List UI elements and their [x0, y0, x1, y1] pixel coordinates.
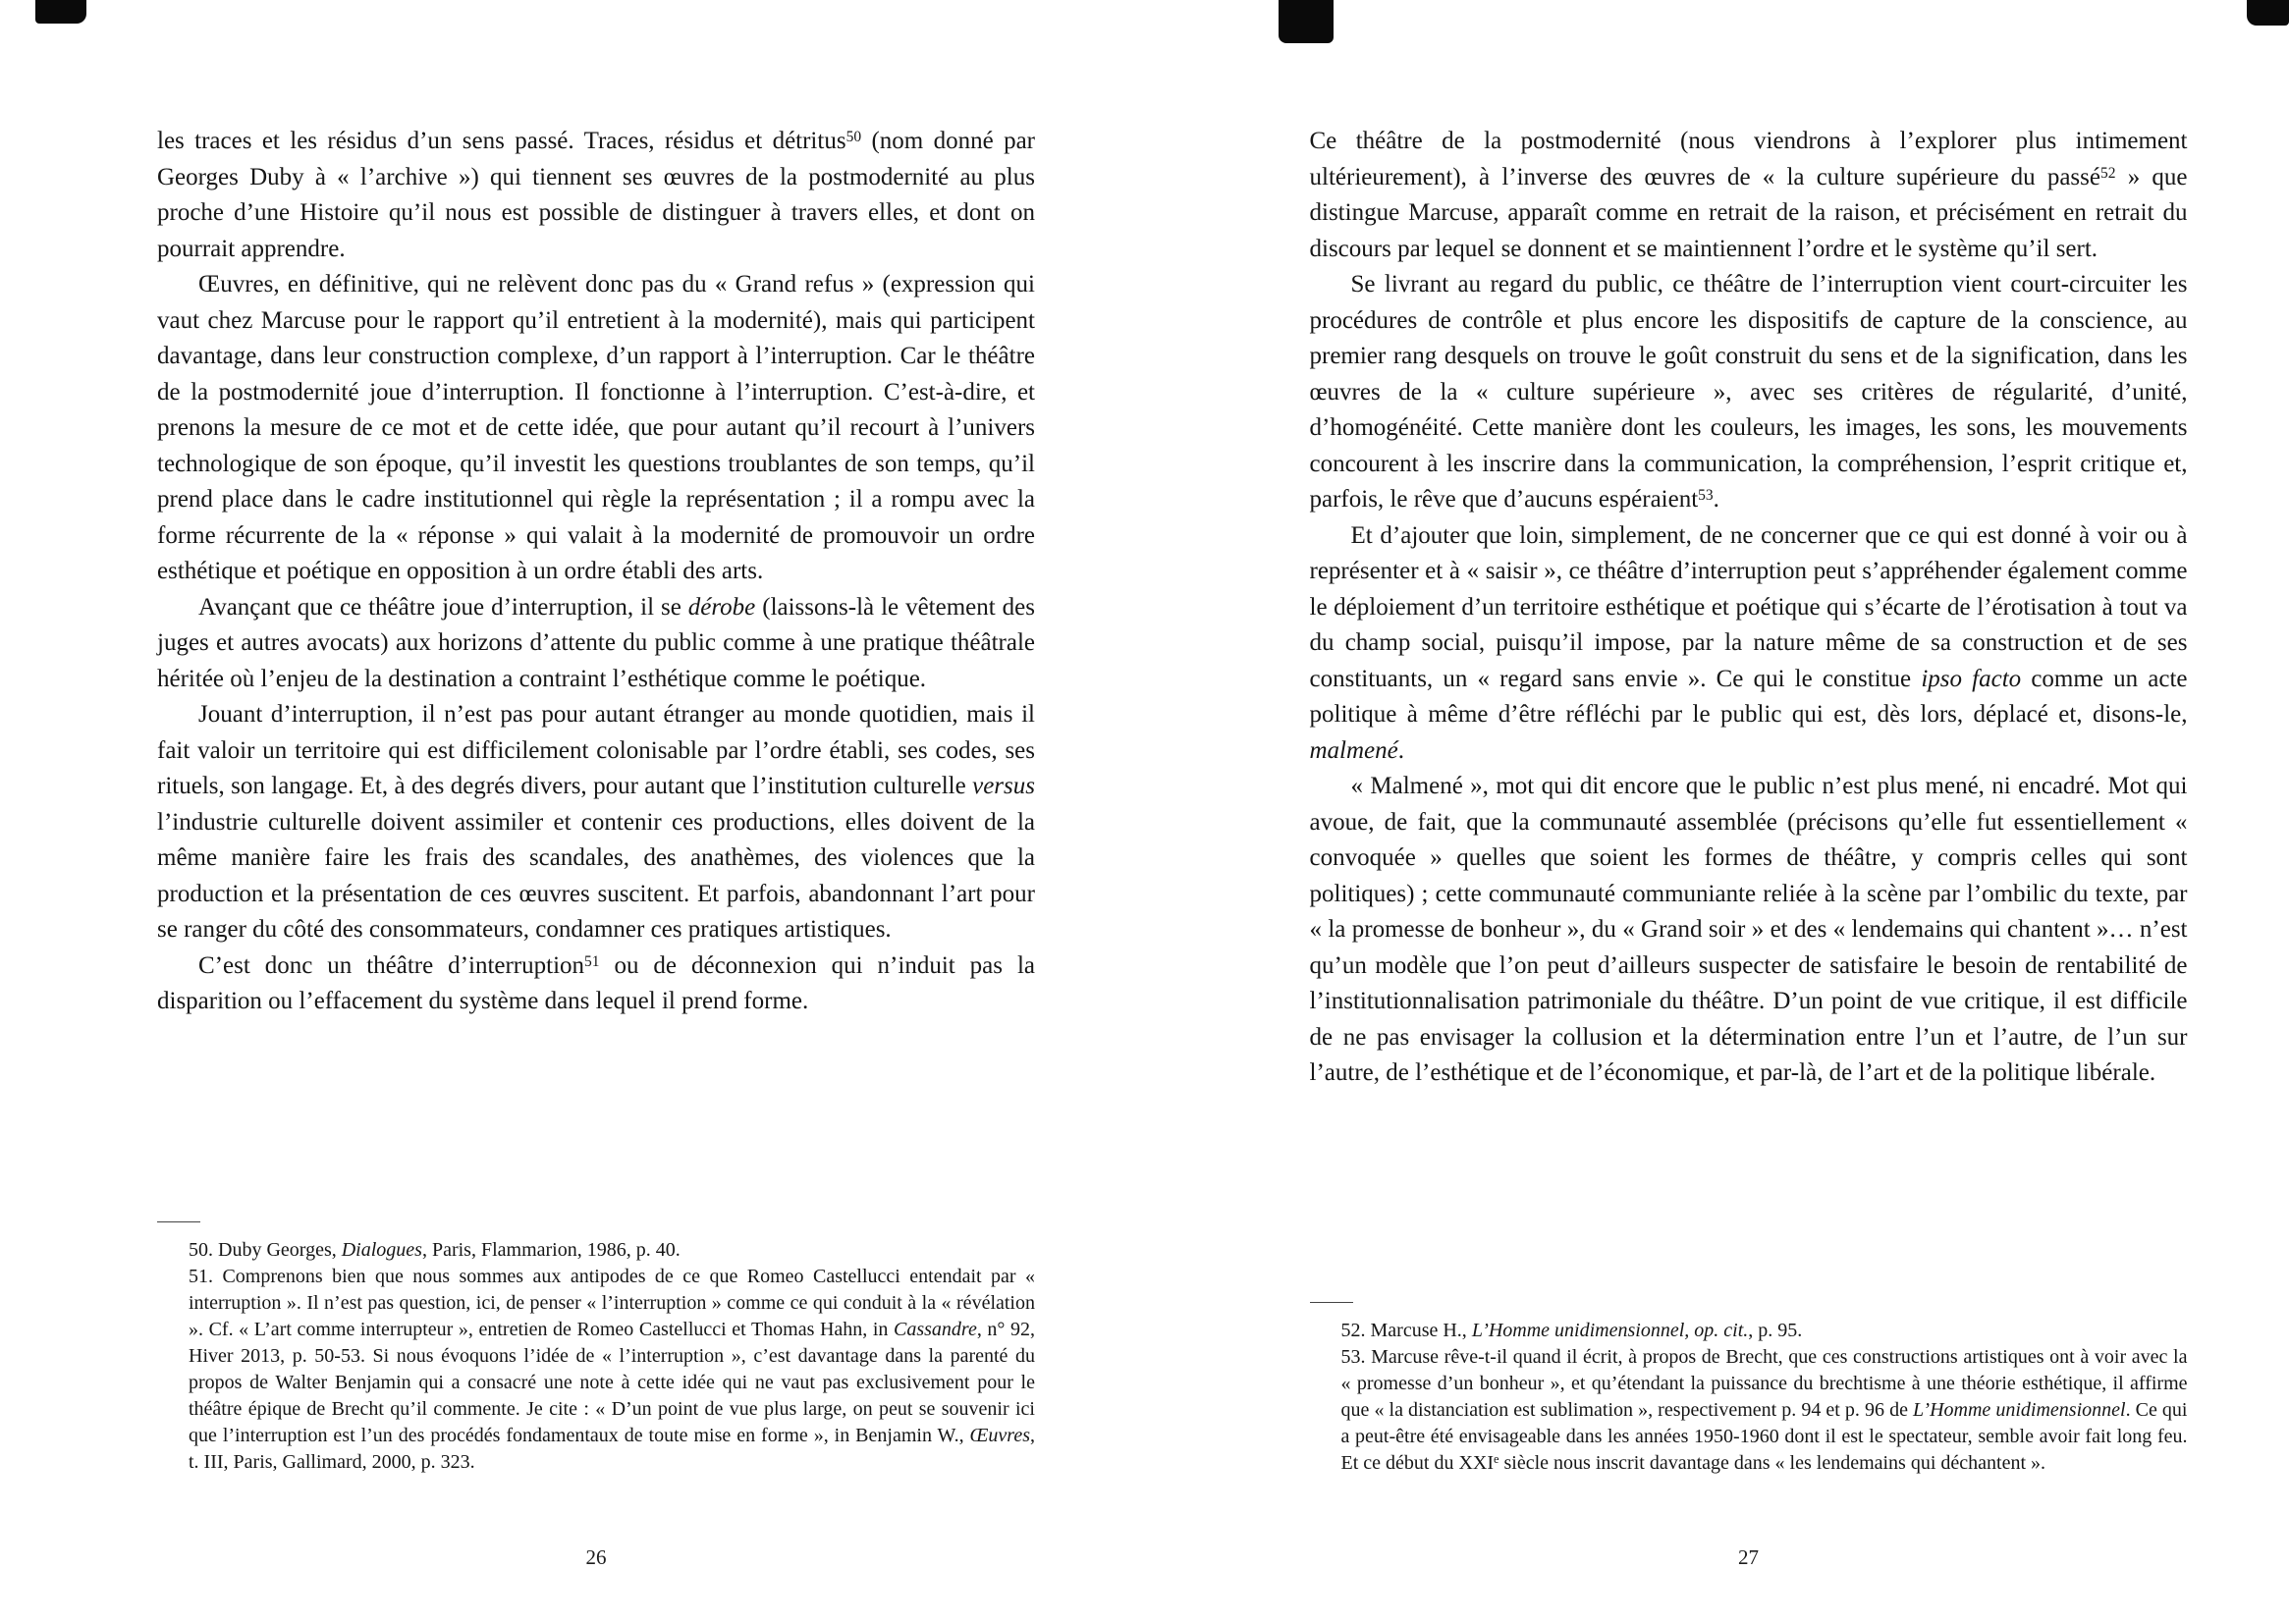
body-paragraph: Ce théâtre de la postmodernité (nous viendrons à l’explorer plus intimement ultérieurement), à l’inverse des œuvres de « la culture supérieure du passé$^{52}$ » que distingue Marcuse, apparaît comme en retrait de la raison, et précisément en retrait du discours par lequel se donnent et se maintiennent l’ordre et le système qu’il sert. [1309, 128, 2188, 262]
page-right-body-text [1310, 124, 2188, 1092]
body-paragraph: C’est donc un théâtre d’interruption$^{51}$ ou de déconnexion qui n’induit pas la disparition ou l’effacement du système dans lequel il prend forme. [157, 951, 1035, 1014]
footnote: 53. Marcuse rêve-t-il quand il écrit, à propos de Brecht, que ces constructions artistiques ont à voir avec la « promesse d’un bonheur », et qu’étendant la puissance du brechtisme à une théorie esthétique, il affirme que « la distanciation est sublimation », respectivement p. 94 et p. 96 de L’Homme unidimensionnel. Ce qui a peut-être été envisageable dans les années 1950-1960 dont il est le spectateur, semble avoir fait long feu. Et ce début du XXIe siècle nous inscrit davantage dans « les lendemains qui déchantent ». [1340, 1346, 2188, 1474]
scan-artifact [35, 0, 86, 24]
page-left-footnotes [157, 1221, 1035, 1476]
footnote-separator-rule [157, 1221, 200, 1222]
page-right-footnotes [1310, 1302, 2188, 1477]
scan-artifact [1279, 0, 1334, 43]
body-paragraph: « Malmené », mot qui dit encore que le public n’est plus mené, ni encadré. Mot qui avoue, de fait, que la communauté assemblée (précisons qu’elle fut essentiellement « convoquée » quelles que soient les formes de théâtre, y compris celles qui sont politiques) ; cette communauté communiante reliée à la scène par l’ombilic du texte, par « la promesse de bonheur », du « Grand soir » et des « lendemains qui chantent »… n’est qu’un modèle que l’on peut d’ailleurs suspecter de satisfaire le besoin de rentabilité de l’institutionnalisation patrimoniale du théâtre. D’un point de vue critique, il est difficile de ne pas envisager la collusion et la détermination entre l’un et l’autre, de l’un sur l’autre, de l’esthétique et de l’économique, et par-là, de l’art et de la politique libérale. [1309, 773, 2188, 1086]
body-paragraph: Jouant d’interruption, il n’est pas pour autant étranger au monde quotidien, mais il fait valoir un territoire qui est difficilement colonisable par l’ordre établi, ses codes, ses rituels, son langage. Et, à des degrés divers, pour autant que l’institution culturelle versus l’industrie culturelle doivent assimiler et contenir ces productions, elles doivent de la même manière faire les frais des scandales, des anathèmes, des violences que la production et la présentation de ces œuvres suscitent. Et parfois, abandonnant l’art pour se ranger du côté des consommateurs, condamner ces pratiques artistiques. [157, 701, 1035, 943]
page-left-body-text [157, 124, 1035, 1020]
page-number-right: 27 [1738, 1545, 1759, 1569]
footnote-separator-rule [1310, 1302, 1353, 1303]
body-paragraph: Se livrant au regard du public, ce théâtre de l’interruption vient court-circuiter les procédures de contrôle et plus encore les dispositifs de capture de la conscience, au premier rang desquels on trouve le goût construit du sens et de la signification, dans les œuvres de la « culture supérieure », avec ses critères de régularité, d’unité, d’homogénéité. Cette manière dont les couleurs, les images, les sons, les mouvements concourent à les inscrire dans la communication, la compréhension, l’esprit critique et, parfois, le rêve que d’aucuns espéraient$^{53}$. [1309, 271, 2188, 513]
scan-artifact [2247, 0, 2289, 26]
body-paragraph: Avançant que ce théâtre joue d’interruption, il se dérobe (laissons-là le vêtement des juges et autres avocats) aux horizons d’attente du public comme à une pratique théâtrale héritée où l’enjeu de la destination a contraint l’esthétique comme le poétique. [157, 593, 1035, 692]
page-number-left: 26 [585, 1545, 607, 1569]
footnote: 51. Comprenons bien que nous sommes aux antipodes de ce que Romeo Castellucci entendait par « interruption ». Il n’est pas question, ici, de penser « l’interruption » comme ce qui conduit à la « révélation ». Cf. « L’art comme interrupteur », entretien de Romeo Castellucci et Thomas Hahn, in Cassandre, n° 92, Hiver 2013, p. 50-53. Si nous évoquons l’idée de « l’interruption », c’est davantage dans la parenté du propos de Walter Benjamin qui a consacré une note à cette idée qui ne vaut pas exclusivement pour le théâtre épique de Brecht qu’il commente. Je cite : « D’un point de vue plus large, on peut se souvenir ici que l’interruption est l’un des procédés fondamentaux de toute mise en forme », in Benjamin W., Œuvres, t. III, Paris, Gallimard, 2000, p. 323. [189, 1266, 1035, 1473]
body-paragraph: les traces et les résidus d’un sens passé. Traces, résidus et détritus$^{50}$ (nom donné par Georges Duby à « l’archive ») qui tiennent ses œuvres de la postmodernité au plus proche d’une Histoire qu’il nous est possible de distinguer à travers elles, et dont on pourrait apprendre. [157, 128, 1035, 262]
body-paragraph: Œuvres, en définitive, qui ne relèvent donc pas du « Grand refus » (expression qui vaut chez Marcuse pour le rapport qu’il entretient à la modernité), mais qui participent davantage, dans leur construction complexe, d’un rapport à l’interruption. Car le théâtre de la postmodernité joue d’interruption. Il fonctionne à l’interruption. C’est-à-dire, et prenons la mesure de ce mot et de cette idée, que pour autant qu’il recourt à l’univers technologique de son époque, qu’il investit les questions troublantes de son temps, qu’il prend place dans le cadre institutionnel qui règle la représentation ; il a rompu avec la forme récurrente de la « réponse » qui valait à la modernité de promouvoir un ordre esthétique et poétique en opposition à un ordre établi des arts. [157, 271, 1035, 584]
body-paragraph: Et d’ajouter que loin, simplement, de ne concerner que ce qui est donné à voir ou à représenter et à « saisir », ce théâtre d’interruption peut s’appréhender également comme le déploiement d’un territoire esthétique et poétique qui s’écarte de l’érotisation à tout va du champ social, puisqu’il impose, par la nature même de sa construction et de ses constituants, un « regard sans envie ». Ce qui le constitue ipso facto comme un acte politique à même d’être réfléchi par le public qui est, dès lors, déplacé et, disons-le, malmené. [1309, 521, 2188, 764]
footnote-list [1310, 1318, 2188, 1477]
page-right [1145, 0, 2289, 1624]
footnote: 52. Marcuse H., L’Homme unidimensionnel, op. cit., p. 95. [1340, 1320, 1803, 1341]
footnote-list [157, 1237, 1035, 1476]
footnote: 50. Duby Georges, Dialogues, Paris, Flammarion, 1986, p. 40. [189, 1239, 681, 1261]
